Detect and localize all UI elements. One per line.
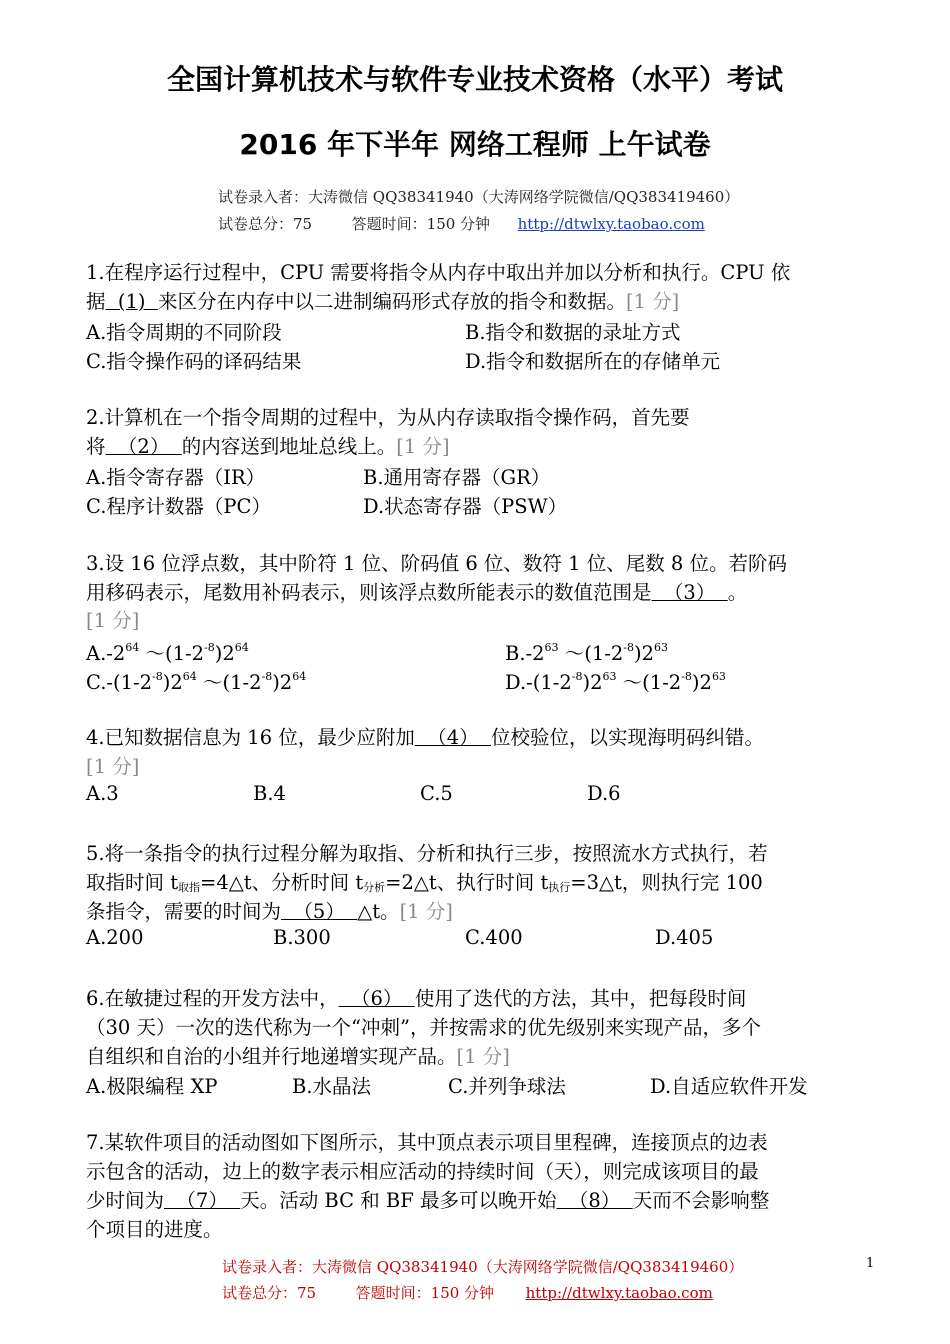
- q4-stem-post: 位校验位，以实现海明码纠错。: [491, 726, 765, 749]
- footer-meta-line: 试卷录入者：大涛微信 QQ38341940（大涛网络学院微信/QQ383419460）: [222, 1258, 744, 1276]
- q1-option-b: B.指令和数据的录址方式: [465, 321, 681, 344]
- q3-option-c: $C.-(1-2^{-8})2^{64}$ $\sim(1-2^{-8})2^{64}$: [86, 670, 307, 694]
- q6-option-d: D.自适应软件开发: [650, 1075, 808, 1098]
- q4-option-a: A.3: [86, 782, 119, 805]
- q6-stem-post: 使用了迭代的方法，其中，把每段时间: [414, 987, 747, 1010]
- header-time: 答题时间：150 分钟: [351, 215, 491, 233]
- header-total-score: 试卷总分：75: [218, 215, 313, 233]
- q3-score: [1 分]: [86, 609, 140, 632]
- q2-option-b: B.通用寄存器（GR）: [363, 466, 551, 489]
- q1-stem-pre: 据: [86, 290, 106, 313]
- q5-option-a: A.200: [86, 926, 144, 949]
- header-meta-line: 试卷录入者：大涛微信 QQ38341940（大涛网络学院微信/QQ383419460）: [218, 188, 740, 206]
- q1-answer-blank: (1): [105, 290, 158, 313]
- q3-stem-post: 。: [727, 581, 748, 604]
- q2-option-d: D.状态寄存器（PSW）: [363, 495, 568, 518]
- q6-answer-blank: （6）: [338, 987, 415, 1010]
- header-link[interactable]: http://dtwlxy.taobao.com: [517, 215, 705, 233]
- q3-stem-line1: 3.设 16 位浮点数，其中阶符 1 位、阶码值 6 位、数符 1 位、尾数 8 位。若阶码: [86, 552, 788, 575]
- q7-stem-line4: 个项目的进度。: [86, 1218, 223, 1241]
- q7-stem-line3: 少时间为 （7） 天。活动 BC 和 BF 最多可以晚开始 （8） 天而不会影响整: [86, 1186, 769, 1215]
- q1-option-d: D.指令和数据所在的存储单元: [465, 350, 721, 373]
- q5-option-d: D.405: [655, 926, 714, 949]
- q4-answer-blank: （4）: [414, 726, 492, 749]
- q1-score: [1 分]: [625, 290, 680, 313]
- q1-stem-line2: [86, 287, 679, 316]
- q4-option-d: D.6: [587, 782, 621, 805]
- header-meta-row: [218, 213, 705, 234]
- q2-answer-blank: （2）: [105, 435, 182, 458]
- q3-stem-line2: [86, 578, 747, 607]
- q6-option-b: B.水晶法: [292, 1075, 372, 1098]
- q5-option-c: C.400: [465, 926, 523, 949]
- q5-stem-line2: 取指时间 $t_{取指}=4\triangle t$、分析时间 $t_{分析}=2\triangle t$、执行时间 $t_{执行}=3\triangle t$，则执行完 100: [86, 871, 763, 894]
- q4-stem-pre: 4.已知数据信息为 16 位，最少应附加: [86, 726, 415, 749]
- q5-answer-blank: （5）: [281, 900, 358, 923]
- q6-stem-pre: 6.在敏捷过程的开发方法中，: [86, 987, 339, 1010]
- q6-option-c: C.并列争球法: [448, 1075, 566, 1098]
- q3-option-d: $D.-(1-2^{-8})2^{63}$ $\sim(1-2^{-8})2^{63}$: [505, 670, 726, 694]
- exam-subtitle: 2016 年下半年 网络工程师 上午试卷: [239, 128, 711, 161]
- q6-stem-line2: （30 天）一次的迭代称为一个“冲刺”，并按需求的优先级别来实现产品，多个: [86, 1016, 761, 1039]
- q1-option-c: C.指令操作码的译码结果: [86, 350, 302, 373]
- q8-answer-blank: （8）: [556, 1189, 633, 1212]
- footer-total-score: 试卷总分：75: [222, 1284, 317, 1302]
- q1-option-a: A.指令周期的不同阶段: [86, 321, 282, 344]
- q4-option-b: B.4: [253, 782, 286, 805]
- q1-stem-line1: 1.在程序运行过程中，CPU 需要将指令从内存中取出并加以分析和执行。CPU 依: [86, 261, 791, 284]
- q2-stem-line2: [86, 432, 450, 461]
- q1-stem-post: 来区分在内存中以二进制编码形式存放的指令和数据。: [157, 290, 626, 313]
- q2-stem-pre: 将: [86, 435, 106, 458]
- q2-stem-post: 的内容送到地址总线上。: [181, 435, 397, 458]
- footer-time: 答题时间：150 分钟: [355, 1284, 495, 1302]
- page-number: 1: [866, 1256, 875, 1271]
- q6-stem-line3: 自组织和自治的小组并行地递增实现产品。[1 分]: [86, 1045, 510, 1068]
- q5-score: [1 分]: [399, 900, 453, 923]
- q6-score: [1 分]: [456, 1045, 510, 1068]
- exam-title: 全国计算机技术与软件专业技术资格（水平）考试: [166, 63, 783, 96]
- q5-stem-post: △t。: [357, 900, 400, 923]
- q2-option-c: C.程序计数器（PC）: [86, 495, 271, 518]
- q3-option-a: $A.-2^{64}$ $\sim(1-2^{-8})2^{64}$: [86, 641, 249, 665]
- q5-stem-line1: 5.将一条指令的执行过程分解为取指、分析和执行三步，按照流水方式执行，若: [86, 842, 768, 865]
- q3-option-b: $B.-2^{63}$ $\sim(1-2^{-8})2^{63}$: [505, 641, 668, 665]
- q2-stem-line1: 2.计算机在一个指令周期的过程中，为从内存读取指令操作码，首先要: [86, 406, 690, 429]
- q6-option-a: A.极限编程 XP: [86, 1075, 218, 1098]
- q4-stem-line1: [86, 723, 764, 752]
- q4-option-c: C.5: [420, 782, 453, 805]
- q2-score: [1 分]: [396, 435, 450, 458]
- q3-stem-pre: 用移码表示，尾数用补码表示，则该浮点数所能表示的数值范围是: [86, 581, 652, 604]
- footer-meta-row: [222, 1282, 713, 1303]
- q5-stem-pre: 条指令，需要的时间为: [86, 900, 282, 923]
- q7-stem-line1: 7.某软件项目的活动图如下图所示，其中顶点表示项目里程碑，连接顶点的边表: [86, 1131, 768, 1154]
- q6-stem-line1: [86, 984, 746, 1013]
- footer-link[interactable]: http://dtwlxy.taobao.com: [525, 1284, 713, 1302]
- q4-score: [1 分]: [86, 755, 140, 778]
- q7-stem-line2: 示包含的活动，边上的数字表示相应活动的持续时间（天），则完成该项目的最: [86, 1160, 759, 1183]
- q5-stem-line3: [86, 897, 453, 926]
- q3-answer-blank: （3）: [651, 581, 728, 604]
- q5-option-b: B.300: [273, 926, 331, 949]
- q2-option-a: A.指令寄存器（IR）: [86, 466, 266, 489]
- q7-answer-blank: （7）: [164, 1189, 241, 1212]
